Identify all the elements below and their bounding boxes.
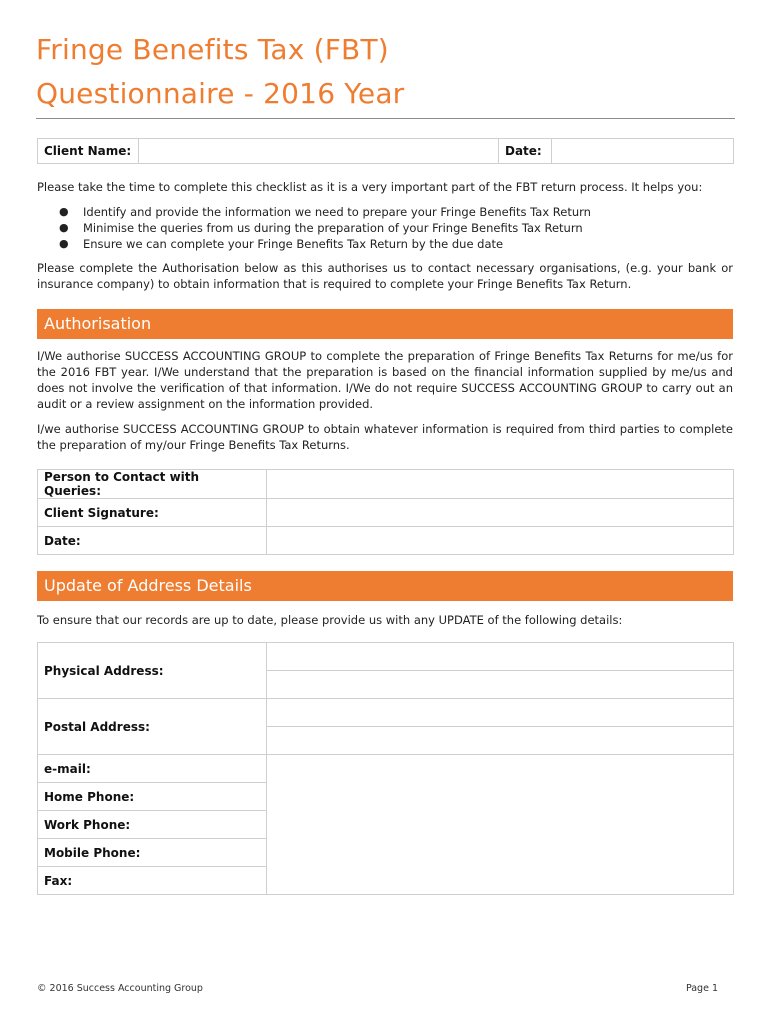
work-phone-label: Work Phone: (38, 811, 267, 839)
list-item (37, 236, 717, 252)
address-table (37, 642, 734, 895)
client-signature-field[interactable] (267, 499, 734, 527)
bullet-icon: ● (59, 205, 69, 218)
physical-address-line-1[interactable] (267, 643, 734, 671)
bullet-text: Identify and provide the information we need to prepare your Fringe Benefits Tax Return (83, 205, 591, 219)
list-item (37, 220, 717, 236)
footer-page-number: Page 1 (685, 983, 718, 994)
date-label: Date: (499, 139, 552, 164)
client-signature-label: Client Signature: (38, 499, 267, 527)
authorisation-paragraph-2: I/we authorise SUCCESS ACCOUNTING GROUP to obtain whatever information is required from third parties to complete the preparation of my/our Fringe Benefits Tax Returns. (37, 422, 733, 452)
email-label: e-mail: (38, 755, 267, 783)
client-name-label: Client Name: (38, 139, 139, 164)
title-line-2: Questionnaire - 2016 Year (36, 77, 405, 110)
table-row (38, 499, 734, 527)
intro-text: Please take the time to complete this checklist as it is a very important part of the FBT return process. It helps you: (37, 180, 703, 194)
fax-label: Fax: (38, 867, 267, 895)
contact-details-field[interactable] (267, 755, 734, 895)
intro-bullet-list (37, 204, 717, 252)
table-row (38, 470, 734, 499)
physical-address-line-2[interactable] (267, 671, 734, 699)
bullet-icon: ● (59, 221, 69, 234)
table-row (38, 527, 734, 555)
client-name-field[interactable] (139, 139, 499, 164)
bullet-text: Minimise the queries from us during the preparation of your Fringe Benefits Tax Return (83, 221, 583, 235)
address-update-heading: Update of Address Details (37, 571, 733, 601)
list-item (37, 204, 717, 220)
postal-address-label: Postal Address: (38, 699, 267, 755)
page-title (36, 28, 736, 116)
home-phone-label: Home Phone: (38, 783, 267, 811)
postal-address-line-2[interactable] (267, 727, 734, 755)
title-divider (36, 118, 735, 119)
date-field[interactable] (552, 139, 734, 164)
contact-queries-label: Person to Contact with Queries: (38, 470, 267, 499)
title-line-1: Fringe Benefits Tax (FBT) (36, 33, 389, 66)
signature-date-field[interactable] (267, 527, 734, 555)
signature-date-label: Date: (38, 527, 267, 555)
authorisation-paragraph-1: I/We authorise SUCCESS ACCOUNTING GROUP to complete the preparation of Fringe Benefits Tax Returns for me/us for the 2016 FBT year. I/We understand that the preparation is based on the financial information supplied by me/us and does not involve the verification of that information. I/We do not require SUCCESS ACCOUNTING GROUP to carry out an audit or a review assignment on the information provided. (37, 349, 733, 411)
table-row (38, 643, 734, 671)
address-update-intro: To ensure that our records are up to date, please provide us with any UPDATE of the following details: (37, 613, 623, 627)
table-row (38, 699, 734, 727)
physical-address-label: Physical Address: (38, 643, 267, 699)
contact-queries-field[interactable] (267, 470, 734, 499)
mobile-phone-label: Mobile Phone: (38, 839, 267, 867)
footer-copyright: © 2016 Success Accounting Group (37, 983, 203, 994)
client-info-table (37, 138, 734, 164)
table-row (38, 755, 734, 783)
postal-address-line-1[interactable] (267, 699, 734, 727)
authorisation-note: Please complete the Authorisation below as this authorises us to contact necessary organisations, (e.g. your bank or insurance company) to obtain information that is required to complete your Fringe Benefits Tax Return. (37, 261, 733, 291)
authorisation-table (37, 469, 734, 555)
authorisation-heading: Authorisation (37, 309, 733, 339)
bullet-icon: ● (59, 237, 69, 250)
bullet-text: Ensure we can complete your Fringe Benefits Tax Return by the due date (83, 237, 504, 251)
